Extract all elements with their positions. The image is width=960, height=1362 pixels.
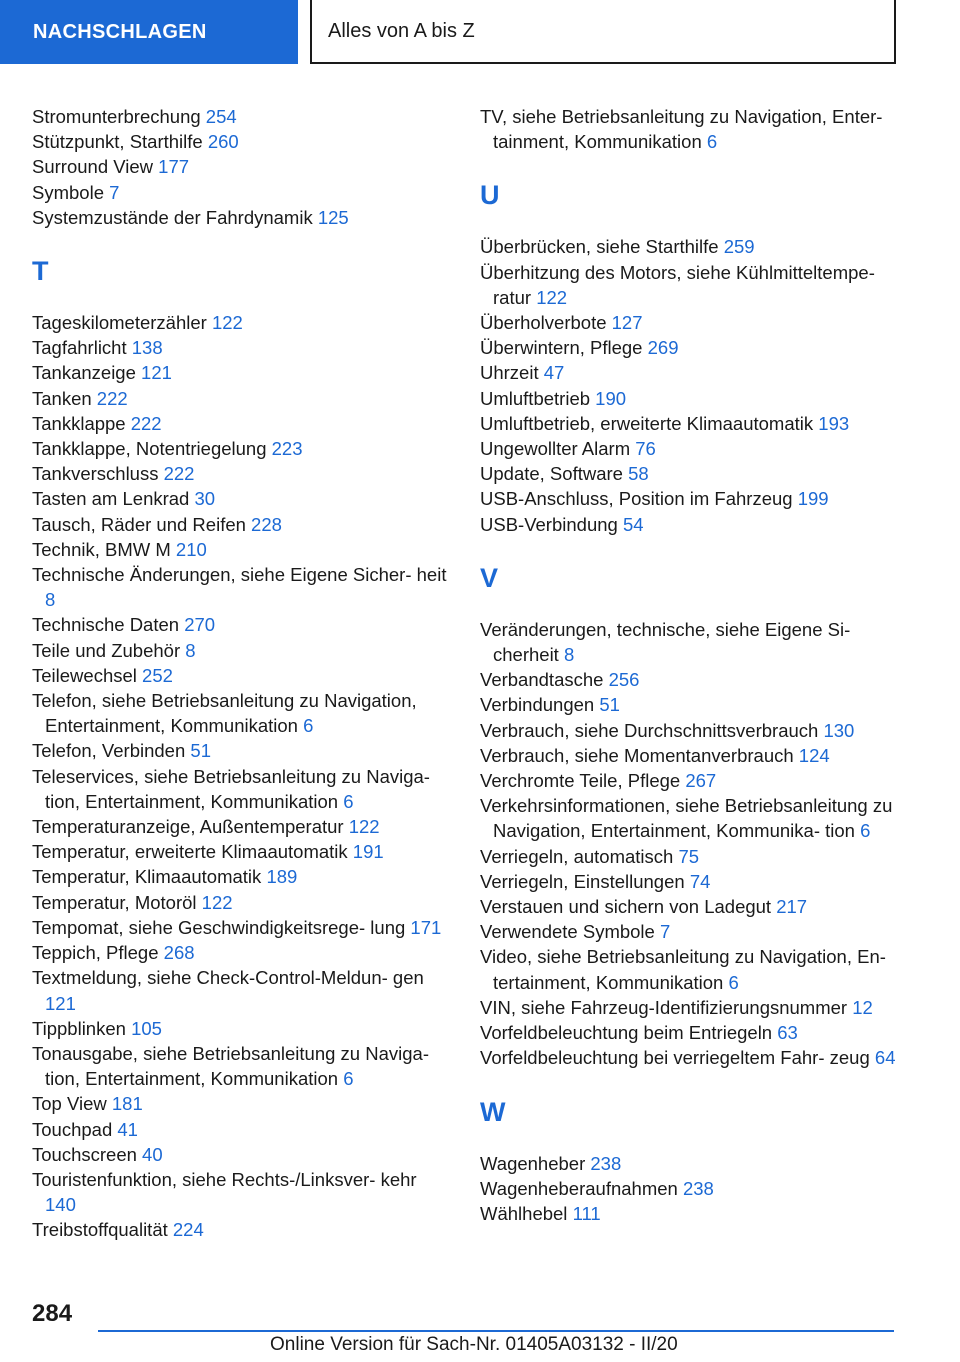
entry-page-link[interactable]: 111 xyxy=(572,1202,601,1224)
entry-page-link[interactable]: 122 xyxy=(536,286,568,308)
index-entry xyxy=(480,1151,910,1176)
entry-page-link[interactable]: 191 xyxy=(352,841,384,863)
entry-page-link[interactable]: 138 xyxy=(131,337,163,359)
index-entry xyxy=(480,844,910,869)
index-entry xyxy=(480,260,910,310)
index-entry xyxy=(32,436,452,461)
index-entry xyxy=(32,915,452,940)
entry-term: Top View xyxy=(32,1093,107,1115)
entry-page-link[interactable]: 58 xyxy=(628,463,649,485)
entry-page-link[interactable]: 6 xyxy=(728,971,739,993)
index-entry xyxy=(32,1217,452,1242)
index-entry xyxy=(480,617,910,667)
entry-term: Touchpad xyxy=(32,1118,113,1140)
entry-term: Verstauen und sichern von Ladegut xyxy=(480,896,772,918)
entry-page-link[interactable]: 238 xyxy=(682,1177,714,1199)
entry-term: Update, Software xyxy=(480,463,623,485)
index-entry xyxy=(32,1016,452,1041)
entry-term: Verbrauch, siehe Momentanverbrauch xyxy=(480,744,794,766)
index-entry xyxy=(32,205,452,230)
index-entry xyxy=(32,335,452,360)
entry-term: Tippblinken xyxy=(32,1017,126,1039)
index-entry xyxy=(480,1045,910,1070)
entry-page-link[interactable]: 51 xyxy=(190,740,211,762)
entry-term: Tankverschluss xyxy=(32,463,159,485)
entry-term: Tankklappe, Notentriegelung xyxy=(32,438,267,460)
entry-term: Tankklappe xyxy=(32,412,126,434)
index-entry xyxy=(32,965,452,1015)
entry-page-link[interactable]: 7 xyxy=(659,921,671,943)
entry-page-link[interactable]: 6 xyxy=(303,715,314,737)
entry-term: Ungewollter Alarm xyxy=(480,438,631,460)
entry-page-link[interactable]: 125 xyxy=(317,206,349,228)
entry-term: Temperaturanzeige, Außentemperatur xyxy=(32,816,344,838)
entry-page-link[interactable]: 8 xyxy=(45,589,56,611)
entry-page-link[interactable]: 254 xyxy=(205,106,237,127)
entry-page-link[interactable]: 269 xyxy=(647,337,679,359)
index-entry xyxy=(480,995,910,1020)
entry-term: Tasten am Lenkrad xyxy=(32,488,190,510)
index-entry xyxy=(480,793,910,843)
entry-term: Veränderungen, technische, siehe Eigene Si‐ cherheit xyxy=(480,618,851,666)
entry-page-link[interactable]: 122 xyxy=(211,312,243,334)
entry-term: Verkehrsinformationen, siehe Betriebsanleitung zu Navigation, Entertainment, Kommunika‐ tion xyxy=(480,795,893,842)
entry-page-link[interactable]: 124 xyxy=(798,744,830,766)
index-entry xyxy=(32,1041,452,1091)
entry-term: Wagenheberaufnahmen xyxy=(480,1177,678,1199)
index-entry xyxy=(32,386,452,411)
entry-term: Tempomat, siehe Geschwindigkeitsrege‐ lung xyxy=(32,916,406,938)
entry-term: USB-Anschluss, Position im Fahrzeug xyxy=(480,488,793,510)
entry-term: Überbrücken, siehe Starthilfe xyxy=(480,236,719,258)
index-entry xyxy=(32,512,452,537)
entry-page-link[interactable]: 224 xyxy=(172,1219,204,1241)
index-entry xyxy=(480,486,910,511)
index-entry xyxy=(480,461,910,486)
page-header xyxy=(0,0,960,66)
entry-term: Temperatur, Klimaautomatik xyxy=(32,866,262,888)
entry-term: Vorfeldbeleuchtung beim Entriegeln xyxy=(480,1022,773,1044)
entry-page-link[interactable]: 8 xyxy=(185,639,196,661)
entry-page-link[interactable]: 260 xyxy=(207,131,239,153)
entry-page-link[interactable]: 30 xyxy=(194,488,216,510)
entry-page-link[interactable]: 193 xyxy=(818,412,850,434)
index-entry xyxy=(480,411,910,436)
index-entry xyxy=(480,919,910,944)
entry-term: Surround View xyxy=(32,156,154,178)
index-entry xyxy=(32,764,452,814)
entry-page-link[interactable]: 130 xyxy=(823,719,855,741)
entry-term: Temperatur, Motoröl xyxy=(32,891,197,913)
index-entry xyxy=(32,638,452,663)
entry-term: Touchscreen xyxy=(32,1143,137,1165)
entry-page-link[interactable]: 177 xyxy=(158,156,190,178)
entry-term: Tagfahrlicht xyxy=(32,337,127,359)
index-entry xyxy=(32,537,452,562)
page-number: 284 xyxy=(32,1300,73,1327)
entry-term: Telefon, Verbinden xyxy=(32,740,186,762)
index-entry xyxy=(32,154,452,179)
entry-term: Systemzustände der Fahrdynamik xyxy=(32,206,313,228)
entry-term: Teile und Zubehör xyxy=(32,639,181,661)
entry-term: Vorfeldbeleuchtung bei verriegeltem Fahr‐ zeug xyxy=(480,1047,870,1069)
index-entry xyxy=(480,869,910,894)
entry-page-link[interactable]: 222 xyxy=(96,387,128,409)
entry-page-link[interactable]: 6 xyxy=(706,131,718,153)
entry-page-link[interactable]: 259 xyxy=(723,236,755,258)
index-entry xyxy=(32,864,452,889)
index-letter-heading: W xyxy=(480,1096,506,1127)
entry-page-link[interactable]: 122 xyxy=(201,891,233,913)
entry-term: Uhrzeit xyxy=(480,362,539,384)
index-entry xyxy=(480,743,910,768)
index-entry xyxy=(480,692,910,717)
chapter-title: Alles von A bis Z xyxy=(310,0,896,64)
entry-term: Telefon, siehe Betriebsanleitung zu Navigation, Entertainment, Kommunikation xyxy=(32,690,417,737)
index-entry xyxy=(32,940,452,965)
entry-page-link[interactable]: 63 xyxy=(777,1022,798,1044)
entry-page-link[interactable]: 171 xyxy=(410,916,442,938)
entry-term: VIN, siehe Fahrzeug-Identifizierungsnummer xyxy=(480,996,848,1018)
entry-term: Stützpunkt, Starthilfe xyxy=(32,131,203,153)
entry-page-link[interactable]: 40 xyxy=(142,1143,163,1165)
entry-term: Symbole xyxy=(32,181,104,203)
entry-page-link[interactable]: 105 xyxy=(131,1017,162,1039)
entry-page-link[interactable]: 190 xyxy=(595,387,627,409)
entry-term: Umluftbetrieb xyxy=(480,387,591,409)
index-entry xyxy=(32,360,452,385)
online-version-note: Online Version für Sach-Nr. 01405A03132 - II/20 xyxy=(270,1334,678,1355)
entry-term: TV, siehe Betriebsanleitung zu Navigation, Enter‐ tainment, Kommunikation xyxy=(480,106,883,153)
index-entry xyxy=(32,1142,452,1167)
index-entry xyxy=(32,411,452,436)
index-entry xyxy=(32,814,452,839)
entry-page-link[interactable]: 140 xyxy=(45,1194,76,1216)
index-entry xyxy=(32,688,452,738)
index-letter-heading: U xyxy=(480,180,500,211)
index-entry xyxy=(480,894,910,919)
index-column-left xyxy=(32,104,452,1243)
entry-term: Verriegeln, automatisch xyxy=(480,845,674,867)
entry-term: Umluftbetrieb, erweiterte Klimaautomatik xyxy=(480,412,814,434)
entry-term: Stromunterbrechung xyxy=(32,106,201,127)
entry-term: Verchromte Teile, Pflege xyxy=(480,770,681,792)
index-entry xyxy=(480,310,910,335)
footer-divider xyxy=(98,1330,894,1332)
entry-page-link[interactable]: 127 xyxy=(611,312,643,334)
section-tab: NACHSCHLAGEN xyxy=(0,0,298,64)
index-entry xyxy=(480,1176,910,1201)
index-entry xyxy=(32,663,452,688)
entry-page-link[interactable]: 217 xyxy=(776,896,808,918)
entry-term: Teppich, Pflege xyxy=(32,942,159,964)
entry-page-link[interactable]: 121 xyxy=(45,992,76,1014)
index-entry xyxy=(480,944,910,994)
entry-page-link[interactable]: 7 xyxy=(109,181,120,203)
entry-page-link[interactable]: 210 xyxy=(175,538,207,560)
entry-term: USB-Verbindung xyxy=(480,513,618,535)
entry-page-link[interactable]: 51 xyxy=(599,694,620,716)
index-entry xyxy=(480,1201,910,1226)
entry-term: Temperatur, erweiterte Klimaautomatik xyxy=(32,841,348,863)
index-entry xyxy=(32,180,452,205)
entry-term: Überwintern, Pflege xyxy=(480,337,643,359)
index-entry xyxy=(32,310,452,335)
entry-page-link[interactable]: 199 xyxy=(797,488,829,510)
entry-page-link[interactable]: 228 xyxy=(251,513,282,535)
entry-page-link[interactable]: 122 xyxy=(348,816,380,838)
index-entry xyxy=(32,461,452,486)
index-entry xyxy=(32,738,452,763)
entry-term: Verriegeln, Einstellungen xyxy=(480,870,685,892)
entry-term: Teilewechsel xyxy=(32,664,137,686)
entry-term: Tageskilometerzähler xyxy=(32,312,207,334)
entry-page-link[interactable]: 47 xyxy=(543,362,565,384)
entry-term: Verbandtasche xyxy=(480,669,604,691)
entry-page-link[interactable]: 268 xyxy=(163,942,195,964)
index-column-right xyxy=(480,104,910,1226)
entry-page-link[interactable]: 6 xyxy=(343,1068,354,1090)
entry-page-link[interactable]: 223 xyxy=(271,438,303,460)
entry-term: Technische Daten xyxy=(32,614,180,636)
index-entry xyxy=(32,129,452,154)
index-letter-heading: V xyxy=(480,562,499,593)
entry-page-link[interactable]: 41 xyxy=(117,1118,138,1140)
index-entry xyxy=(480,234,910,259)
entry-page-link[interactable]: 189 xyxy=(266,866,298,888)
index-entry xyxy=(480,667,910,692)
entry-term: Überhitzung des Motors, siehe Kühlmitteltempe‐ ratur xyxy=(480,261,875,308)
entry-page-link[interactable]: 238 xyxy=(590,1152,622,1174)
entry-term: Verbindungen xyxy=(480,694,595,716)
index-entry xyxy=(480,386,910,411)
entry-page-link[interactable]: 121 xyxy=(141,362,172,384)
index-entry xyxy=(32,1117,452,1142)
entry-term: Video, siehe Betriebsanleitung zu Navigation, En‐ tertainment, Kommunikation xyxy=(480,946,886,993)
entry-page-link[interactable]: 222 xyxy=(163,463,195,485)
entry-term: Technische Änderungen, siehe Eigene Sicher‐ heit xyxy=(32,564,447,586)
page-footer xyxy=(0,1290,960,1362)
entry-page-link[interactable]: 12 xyxy=(852,996,873,1018)
entry-term: Überholverbote xyxy=(480,312,607,334)
index-entry xyxy=(32,612,452,637)
entry-term: Tonausgabe, siehe Betriebsanleitung zu Naviga‐ tion, Entertainment, Kommunikation xyxy=(32,1042,429,1090)
index-entry xyxy=(480,104,910,154)
entry-term: Technik, BMW M xyxy=(32,538,171,560)
index-letter-heading: T xyxy=(32,256,49,287)
entry-page-link[interactable]: 270 xyxy=(184,614,216,636)
entry-page-link[interactable]: 8 xyxy=(563,644,575,666)
entry-page-link[interactable]: 181 xyxy=(111,1093,143,1115)
entry-page-link[interactable]: 54 xyxy=(622,513,644,535)
index-entry xyxy=(32,1167,452,1217)
entry-term: Tanken xyxy=(32,387,92,409)
entry-page-link[interactable]: 76 xyxy=(635,438,656,460)
entry-term: Verwendete Symbole xyxy=(480,921,655,943)
entry-page-link[interactable]: 222 xyxy=(130,412,162,434)
index-entry xyxy=(480,718,910,743)
entry-term: Verbrauch, siehe Durchschnittsverbrauch xyxy=(480,719,819,741)
entry-term: Tankanzeige xyxy=(32,362,136,384)
entry-page-link[interactable]: 64 xyxy=(874,1047,896,1069)
entry-term: Tausch, Räder und Reifen xyxy=(32,513,246,535)
entry-term: Treibstoffqualität xyxy=(32,1219,168,1241)
index-entry xyxy=(32,562,452,612)
index-entry xyxy=(32,890,452,915)
entry-term: Wählhebel xyxy=(480,1202,568,1224)
index-entry xyxy=(32,486,452,511)
entry-term: Teleservices, siehe Betriebsanleitung zu Naviga‐ tion, Entertainment, Kommunikation xyxy=(32,765,430,812)
entry-term: Textmeldung, siehe Check-Control-Meldun‐ gen xyxy=(32,967,424,989)
entry-page-link[interactable]: 6 xyxy=(860,820,871,842)
entry-page-link[interactable]: 6 xyxy=(343,790,354,812)
entry-page-link[interactable]: 252 xyxy=(142,664,173,686)
entry-term: Touristenfunktion, siehe Rechts-/Linksver‐ kehr xyxy=(32,1168,417,1190)
index-entry xyxy=(480,768,910,793)
entry-page-link[interactable]: 74 xyxy=(689,870,711,892)
entry-term: Wagenheber xyxy=(480,1152,586,1174)
index-entry xyxy=(32,839,452,864)
entry-page-link[interactable]: 267 xyxy=(685,770,717,792)
index-entry xyxy=(32,104,452,129)
index-entry xyxy=(32,1091,452,1116)
entry-page-link[interactable]: 75 xyxy=(678,845,700,867)
index-entry xyxy=(480,335,910,360)
index-entry xyxy=(480,512,910,537)
index-entry xyxy=(480,436,910,461)
entry-page-link[interactable]: 256 xyxy=(608,669,640,691)
index-entry xyxy=(480,1020,910,1045)
index-entry xyxy=(480,360,910,385)
